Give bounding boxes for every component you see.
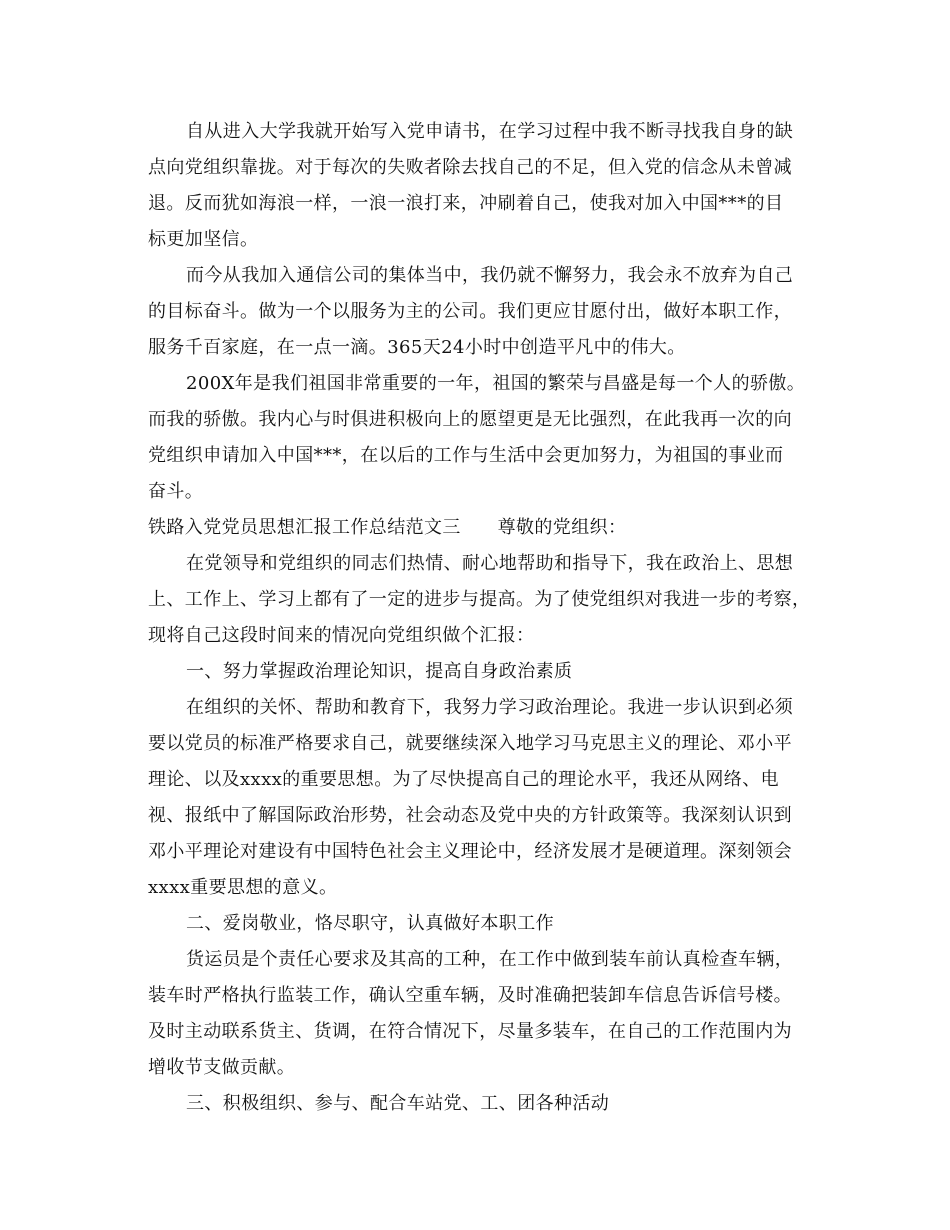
section-heading: 一、努力掌握政治理论知识，提高自身政治素质 — [186, 661, 573, 682]
paragraph-line: 在组织的关怀、帮助和教育下，我努力学习政治理论。我进一步认识到必须 — [186, 697, 794, 718]
paragraph-line: 标更加坚信。 — [148, 229, 259, 250]
section-title: 铁路入党党员思想汇报工作总结范文三 尊敬的党组织： — [148, 517, 627, 538]
paragraph-line: 现将自己这段时间来的情况向党组织做个汇报： — [148, 625, 535, 646]
paragraph-line: 货运员是个责任心要求及其高的工种，在工作中做到装车前认真检查车辆， — [186, 949, 794, 970]
paragraph-line: 而我的骄傲。我内心与时俱进积极向上的愿望更是无比强烈，在此我再一次的向 — [148, 409, 792, 430]
paragraph-line: 200X年是我们祖国非常重要的一年，祖国的繁荣与昌盛是每一个人的骄傲。 — [186, 373, 806, 394]
paragraph-line: 上、工作上、学习上都有了一定的进步与提高。为了使党组织对我进一步的考察， — [148, 589, 811, 610]
paragraph-line: 理论、以及xxxx的重要思想。为了尽快提高自己的理论水平，我还从网络、电 — [148, 769, 780, 790]
paragraph-line: 退。反而犹如海浪一样，一浪一浪打来，冲刷着自己，使我对加入中国***的目 — [148, 193, 784, 214]
paragraph-line: 在党领导和党组织的同志们热情、耐心地帮助和指导下，我在政治上、思想 — [186, 553, 794, 574]
paragraph-line: 党组织申请加入中国***，在以后的工作与生活中会更加努力，为祖国的事业而 — [148, 445, 784, 466]
paragraph-line: xxxx重要思想的意义。 — [148, 877, 338, 898]
paragraph-line: 而今从我加入通信公司的集体当中，我仍就不懈努力，我会永不放弃为自己 — [186, 265, 794, 286]
paragraph-line: 邓小平理论对建设有中国特色社会主义理论中，经济发展才是硬道理。深刻领会 — [148, 841, 792, 862]
paragraph-line: 服务千百家庭，在一点一滴。365天24小时中创造平凡中的伟大。 — [148, 337, 686, 358]
paragraph-line: 装车时严格执行监装工作，确认空重车辆，及时准确把装卸车信息告诉信号楼。 — [148, 985, 792, 1006]
paragraph-line: 视、报纸中了解国际政治形势，社会动态及党中央的方针政策等。我深刻认识到 — [148, 805, 792, 826]
paragraph-line: 点向党组织靠拢。对于每次的失败者除去找自己的不足，但入党的信念从未曾减 — [148, 157, 792, 178]
paragraph-line: 的目标奋斗。做为一个以服务为主的公司。我们更应甘愿付出，做好本职工作， — [148, 301, 792, 322]
paragraph-line: 要以党员的标准严格要求自己，就要继续深入地学习马克思主义的理论、邓小平 — [148, 733, 792, 754]
section-heading: 二、爱岗敬业，恪尽职守，认真做好本职工作 — [186, 913, 554, 934]
paragraph-line: 增收节支做贡献。 — [148, 1057, 296, 1078]
paragraph-line: 自从进入大学我就开始写入党申请书，在学习过程中我不断寻找我自身的缺 — [186, 121, 794, 142]
section-heading: 三、积极组织、参与、配合车站党、工、团各种活动 — [186, 1093, 610, 1114]
paragraph-line: 及时主动联系货主、货调，在符合情况下，尽量多装车，在自己的工作范围内为 — [148, 1021, 792, 1042]
paragraph-line: 奋斗。 — [148, 481, 204, 502]
